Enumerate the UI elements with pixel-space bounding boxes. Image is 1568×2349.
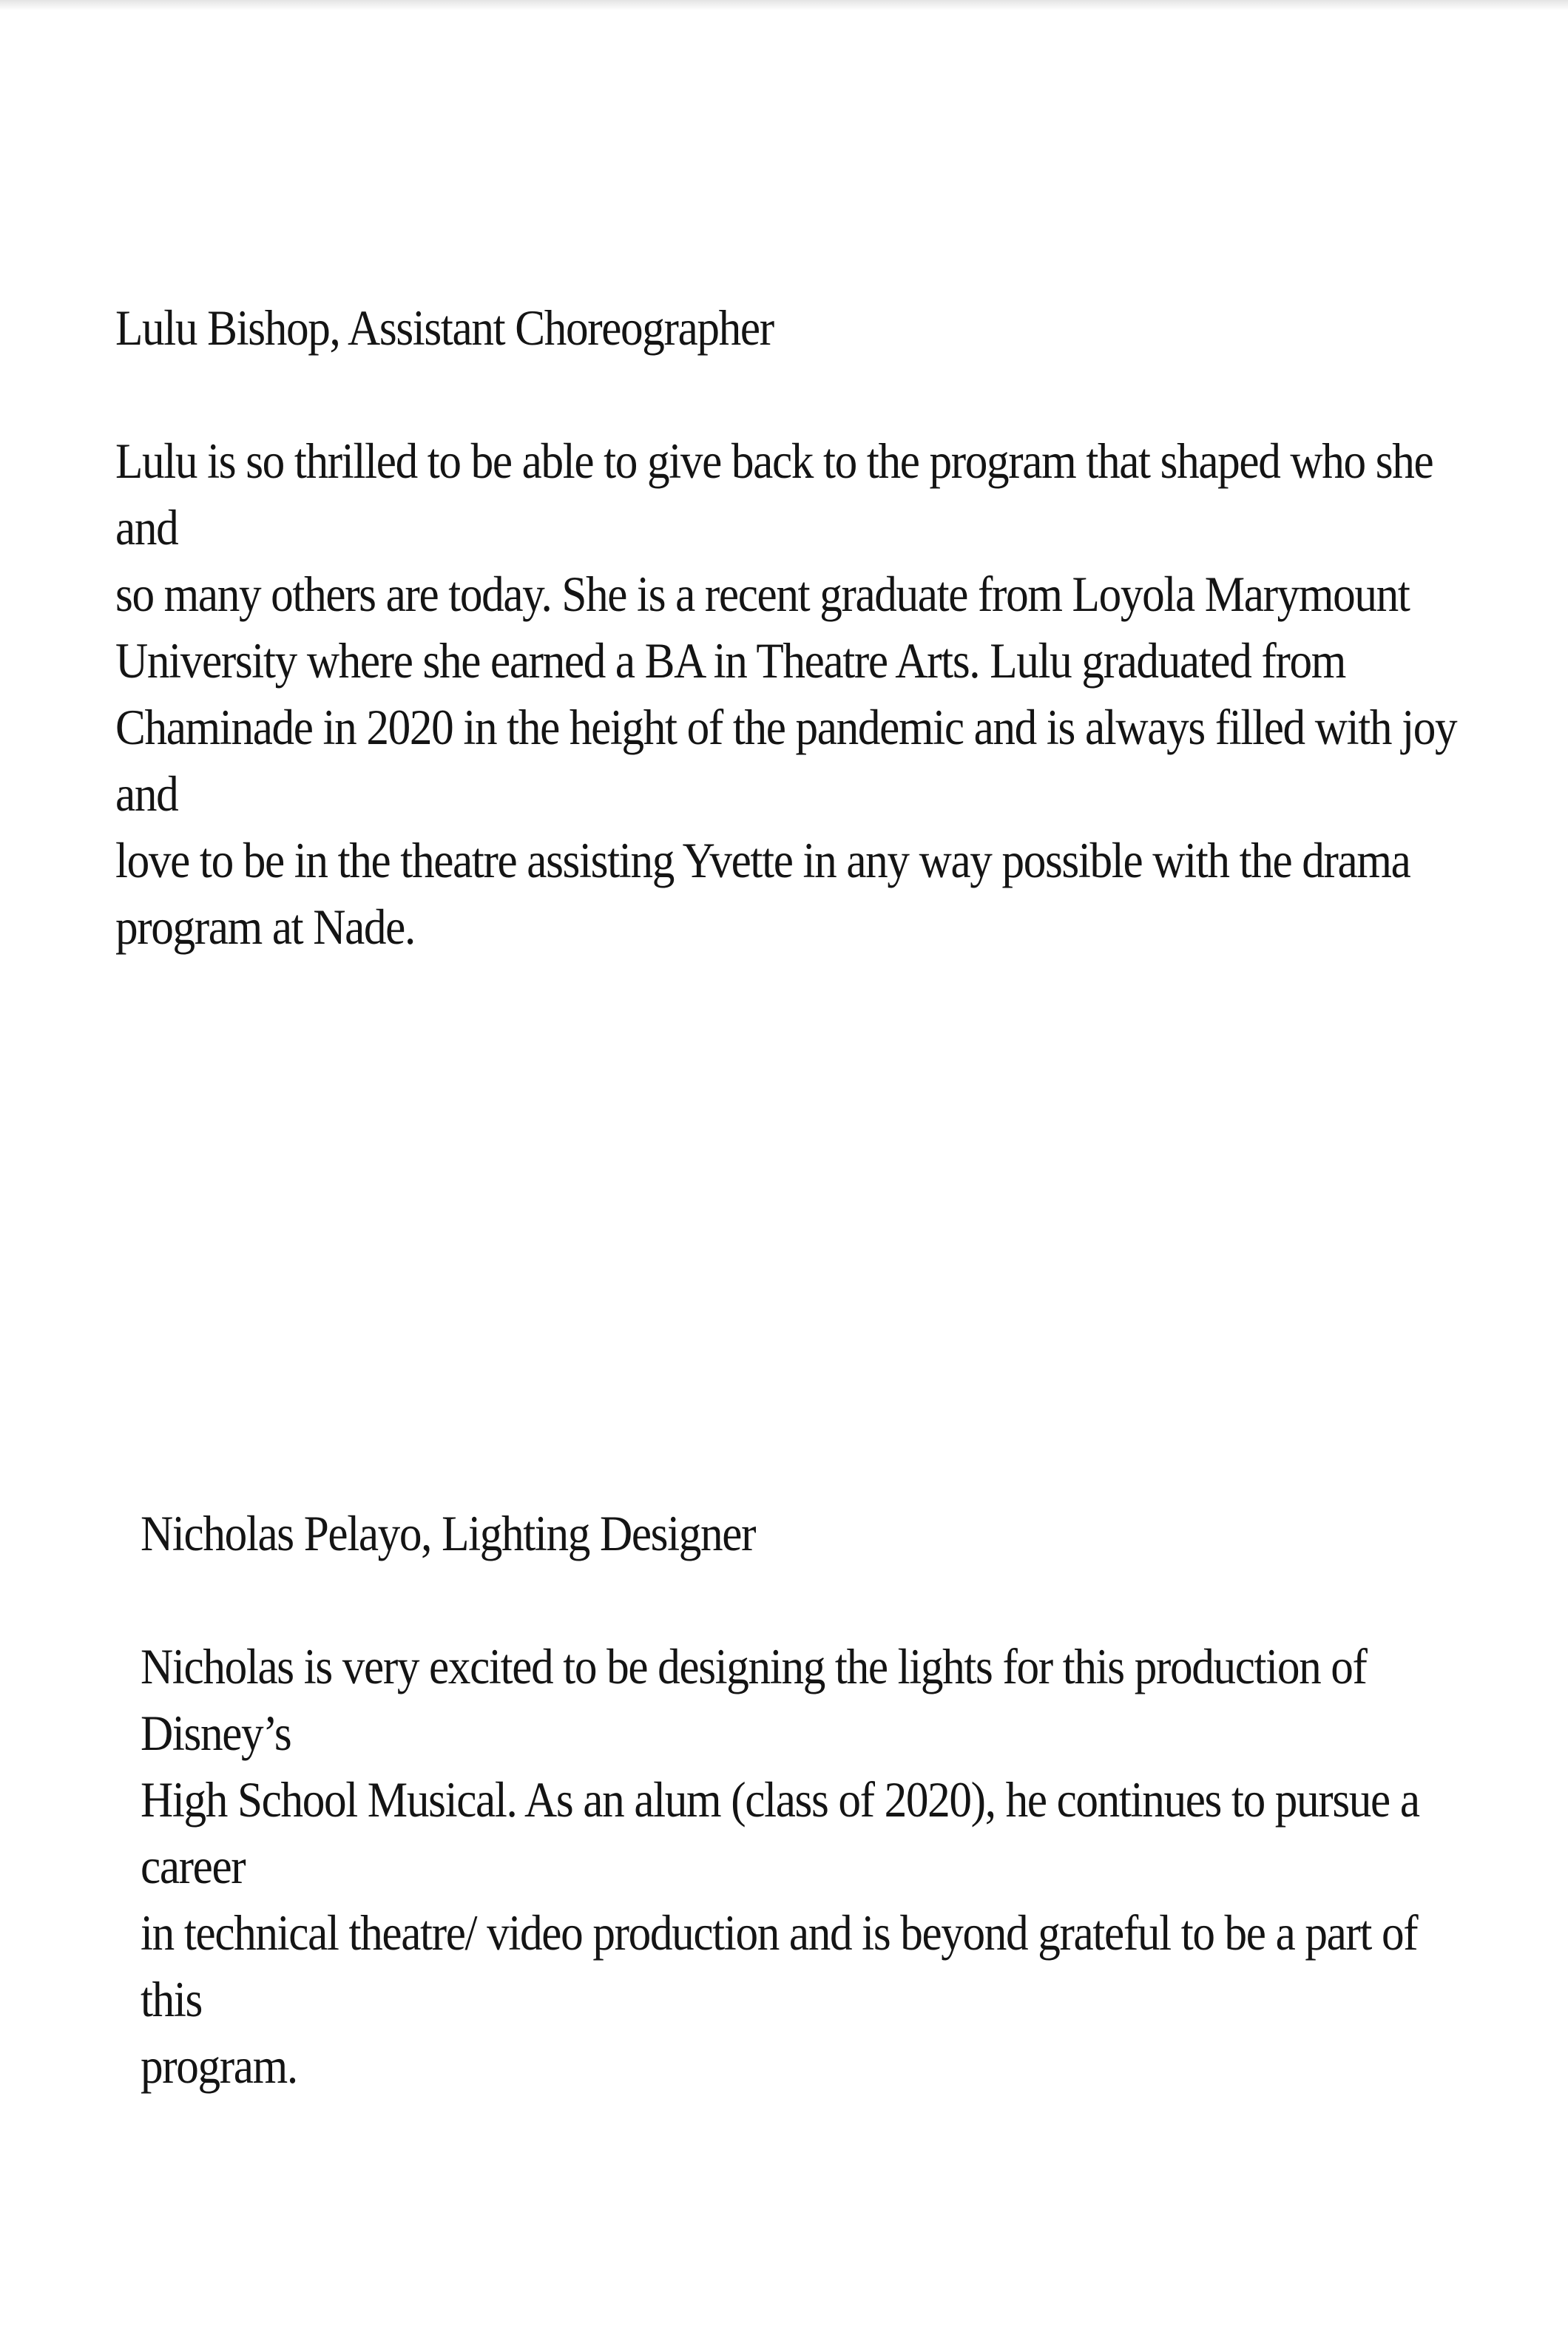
bio-paragraph: Nicholas is very excited to be designing the lights for this production of Disney’s High School Musical. As an alum (class of 2020), he continues to pursue a career in technical theatre/ video production and is beyond grateful to be a part of this program.	[141, 1638, 1419, 2094]
bio-lulu-bishop	[115, 294, 1500, 960]
bio-nicholas-pelayo	[141, 1500, 1485, 2099]
bio-title: Lulu Bishop, Assistant Choreographer	[115, 300, 774, 356]
page-top-shadow	[0, 0, 1568, 10]
bio-title: Nicholas Pelayo, Lighting Designer	[141, 1505, 756, 1561]
bio-paragraph: Lulu is so thrilled to be able to give back to the program that shaped who she and so many others are today. She is a recent graduate from Loyola Marymount University where she earned a BA in Theatre Arts. Lulu graduated from Chaminade in 2020 in the height of the pandemic and is always filled with joy and love to be in the theatre assisting Yvette in any way possible with the drama program at Nade.	[115, 433, 1457, 955]
